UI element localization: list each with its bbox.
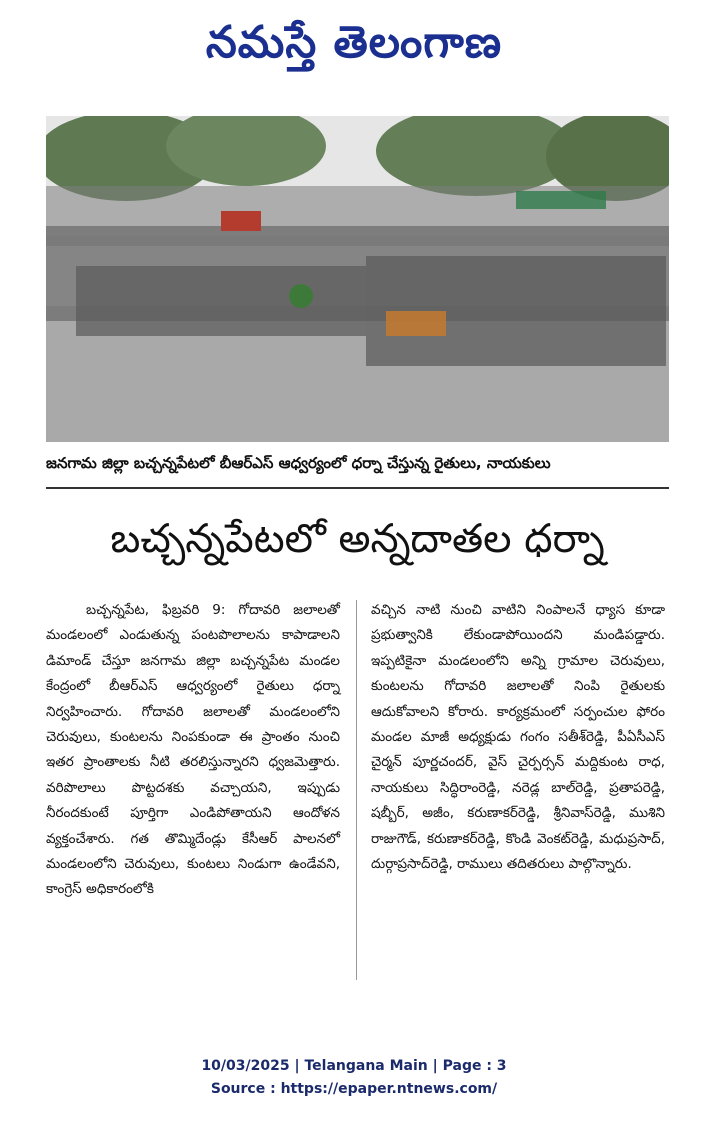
divider — [46, 487, 669, 489]
protest-photo-icon — [46, 116, 669, 442]
article-body-right: వచ్చిన నాటి నుంచి వాటిని నింపాలనే ధ్యాస కూడా ప్రభుత్వానికి లేకుండాపోయిందని మండిపడ్డారు. ఇప్పటికైనా మండలంలోని అన్ని గ్రామాల చెరువులు, కుంటలను గోదావరి జలాలతో నింపి రైతులకు ఆదుకోవాలని కోరారు. కార్యక్రమంలో సర్పంచుల ఫోరం మండల మాజీ అధ్యక్షుడు గంగం సతీశ్‌రెడ్డి, పీఏసీఎస్ చైర్మన్ పూర్ణచందర్, వైస్ చైర్పర్సన్ మద్దికుంట రాధ, నాయకులు సిద్ధిరాంరెడ్డి, నరెడ్ల బాల్‌రెడ్డి, ప్రతాపరెడ్డి, షబ్బీర్, అజీం, కరుణాకర్‌రెడ్డి, శ్రీనివాస్‌రెడ్డి, ముశిని రాజుగౌడ్, కరుణాకర్‌రెడ్డి, కొండి వెంకట్‌రెడ్డి, మధుప్రసాద్, దుర్గాప్రసాద్‌రెడ్డి, రాములు తదితరులు పాల్గొన్నారు. — [371, 602, 665, 873]
article-column-right — [371, 598, 665, 877]
photo-caption: జనగామ జిల్లా బచ్చన్నపేటలో బీఆర్ఎస్ ఆధ్వర్యంలో ధర్నా చేస్తున్న రైతులు, నాయకులు — [46, 454, 551, 472]
article-body-left: బచ్చన్నపేట, ఫిబ్రవరి 9: గోదావరి జలాలతో మండలంలో ఎండుతున్న పంటపొలాలను కాపాడాలని డిమాండ్ చేస్తూ జనగామ జిల్లా బచ్చన్నపేట మండల కేంద్రంలో బీఆర్ఎస్ ఆధ్వర్యంలో రైతులు ధర్నా నిర్వహించారు. గోదావరి జలాలతో మండలంలోని చెరువులు, కుంటలను నింపకుండా ఈ ప్రాంతం నుంచి ఇతర ప్రాంతాలకు నీటి తరలిస్తున్నారని ధ్వజమెత్తారు. వరిపొలాలు పొట్టదశకు వచ్చాయని, ఇప్పుడు నీరందకుంటే పూర్తిగా ఎండిపోతాయని ఆందోళన వ్యక్తంచేశారు. గత తొమ్మిదేండ్లు కేసీఆర్ పాలనలో మండలంలోని చెరువులు, కుంటలు నిండుగా ఉండేవని, కాంగ్రెస్ అధికారంలోకి — [46, 602, 340, 898]
article-column-left — [46, 598, 340, 903]
footer-source: Source : https://epaper.ntnews.com/ — [210, 1081, 498, 1097]
column-divider — [356, 600, 357, 980]
footer-date-page: 10/03/2025 | Telangana Main | Page : 3 — [201, 1058, 507, 1074]
masthead — [0, 8, 708, 78]
protest-photo — [46, 116, 669, 442]
masthead-title: నమస్తే తెలంగాణ — [205, 17, 503, 68]
article-headline: బచ్చన్నపేటలో అన్నదాతల ధర్నా — [110, 516, 605, 562]
